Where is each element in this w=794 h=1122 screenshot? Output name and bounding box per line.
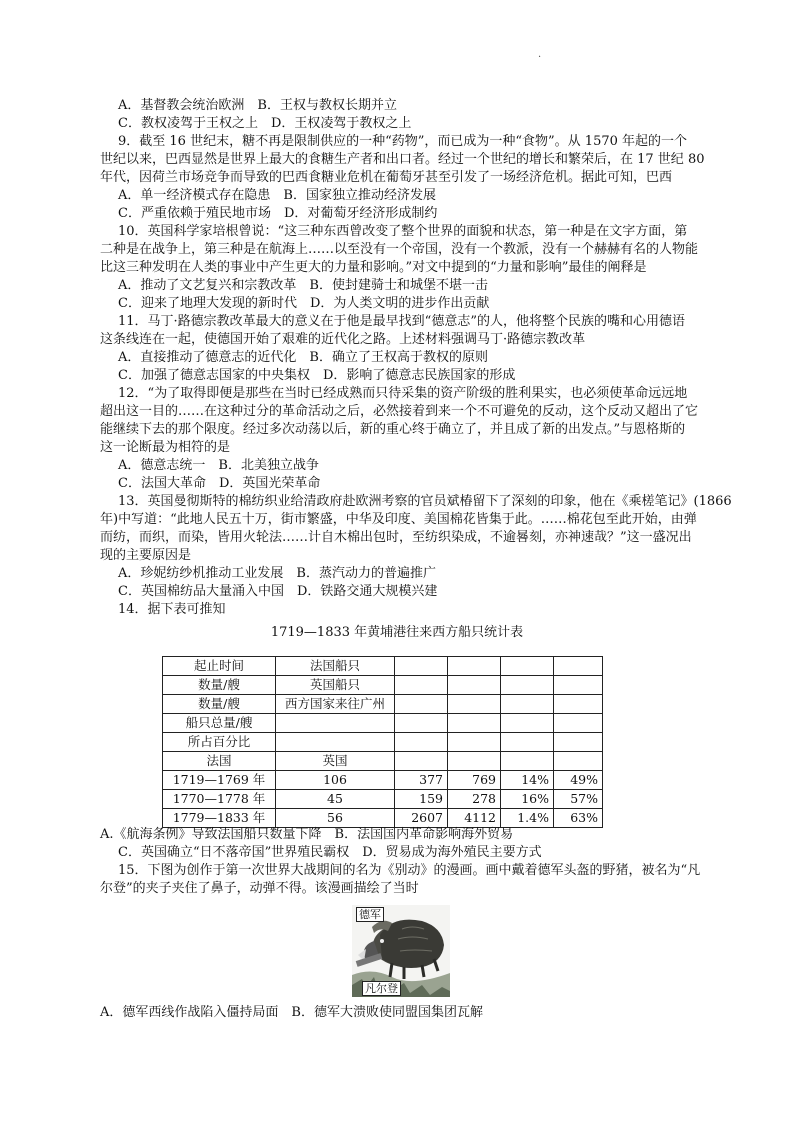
table-cell: 16%	[501, 790, 554, 809]
q11-options-cd: C．加强了德意志国家的中央集权 D．影响了德意志民族国家的形成	[118, 368, 516, 383]
q10-options-ab: A．推动了文艺复兴和宗教改革 B．使封建骑士和城堡不堪一击	[118, 278, 488, 293]
table-cell: 63%	[554, 809, 603, 828]
q9-options-ab: A．单一经济模式存在隐患 B．国家独立推动经济发展	[118, 188, 436, 203]
table-cell: 377	[395, 771, 448, 790]
q13-options-ab: A．珍妮纺纱机推动工业发展 B．蒸汽动力的普遍推广	[118, 566, 436, 581]
q14-stem: 14．据下表可推知	[118, 602, 226, 617]
top-mark: ·	[538, 52, 542, 63]
table-cell	[554, 733, 603, 752]
q12-stem-4: 这一论断最为相符的是	[100, 440, 231, 455]
table-cell	[448, 733, 501, 752]
table-cell	[395, 695, 448, 714]
table-row	[163, 790, 603, 809]
table-cell: 2607	[395, 809, 448, 828]
table-cell	[501, 714, 554, 733]
table-row	[163, 809, 603, 828]
table-cell: 法国船只	[276, 657, 395, 676]
q11-stem-2: 这条线连在一起，使德国开始了艰难的近代化之路。上述材料强调马丁·路德宗教改革	[100, 332, 586, 347]
table-cell	[554, 657, 603, 676]
table-cell: 1.4%	[501, 809, 554, 828]
table-cell	[554, 695, 603, 714]
table-cell: 56	[276, 809, 395, 828]
table-cell	[448, 714, 501, 733]
q9-stem-3: 年代，因荷兰市场竞争而导致的巴西食糖业危机在葡萄牙甚至引发了一场经济危机。据此可知，巴西	[100, 170, 673, 185]
q15-stem-2: 尔登”的夹子夹住了鼻子，动弹不得。该漫画描绘了当时	[100, 881, 419, 896]
table-cell: 起止时间	[163, 657, 276, 676]
table-cell: 所占百分比	[163, 733, 276, 752]
q10-stem-3: 比这三种发明在人类的事业中产生更大的力量和影响。”对文中提到的“力量和影响”最佳的阐释是	[100, 260, 647, 275]
q12-stem-1: 12．“为了取得即便是那些在当时已经成熟而只待采集的资产阶级的胜利果实，也必须使革命远远地	[118, 386, 688, 401]
table-cell	[395, 714, 448, 733]
table-row	[163, 752, 603, 771]
q13-stem-1: 13．英国曼彻斯特的棉纺织业给清政府赴欧洲考察的官员斌椿留下了深刻的印象，他在《乘槎笔记》(1866	[118, 494, 732, 509]
ship-statistics-table	[162, 656, 603, 828]
q8-options-ab: A．基督教会统治欧洲 B．王权与教权长期并立	[118, 98, 397, 113]
table-row	[163, 695, 603, 714]
q9-options-cd: C．严重依赖于殖民地市场 D．对葡萄牙经济形成制约	[118, 206, 438, 221]
table-cell: 45	[276, 790, 395, 809]
table-cell	[554, 676, 603, 695]
table-cell	[395, 676, 448, 695]
table-row	[163, 771, 603, 790]
table-cell: 1779—1833 年	[163, 809, 276, 828]
table-cell	[448, 695, 501, 714]
table-cell: 法国	[163, 752, 276, 771]
table-cell	[395, 752, 448, 771]
table-cell	[276, 733, 395, 752]
table-cell: 船只总量/艘	[163, 714, 276, 733]
table-row	[163, 657, 603, 676]
cartoon-label-verdun: 凡尔登	[362, 981, 401, 996]
q11-stem-1: 11．马丁·路德宗教改革最大的意义在于他是最早找到“德意志”的人，他将整个民族的嘴和心用德语	[118, 314, 685, 329]
q12-stem-3: 能继续下去的那个限度。经过多次动荡以后，新的重心终于确立了，并且成了新的出发点。”与恩格斯的	[100, 422, 686, 437]
table-cell: 278	[448, 790, 501, 809]
q13-stem-2: 年)中写道：“此地人民五十万，街市繁盛，中华及印度、美国棉花皆集于此。……棉花包至此开始，由弹	[100, 512, 697, 527]
table-cell: 英国船只	[276, 676, 395, 695]
q13-stem-4: 现的主要原因是	[100, 548, 192, 563]
q9-stem-2: 世纪以来，巴西显然是世界上最大的食糖生产者和出口者。经过一个世纪的增长和繁荣后，在 17 世纪 80	[100, 152, 705, 167]
table-cell	[501, 676, 554, 695]
table-cell: 49%	[554, 771, 603, 790]
table-cell	[395, 733, 448, 752]
q13-stem-3: 而纺，而织，而染，皆用火轮法……计自木棉出包时，至纺织染成，不逾晷刻，亦神速哉？”这一盛况出	[100, 530, 692, 545]
table-cell	[501, 752, 554, 771]
table-cell: 159	[395, 790, 448, 809]
table-cell: 数量/艘	[163, 676, 276, 695]
q10-stem-2: 二种是在战争上，第三种是在航海上……以至没有一个帝国，没有一个教派，没有一个赫赫有名的人物能	[100, 242, 699, 257]
table-cell	[554, 714, 603, 733]
q14-options-ab: A.《航海条例》导致法国船只数量下降 B．法国国内革命影响海外贸易	[100, 827, 514, 842]
cartoon-illustration	[352, 905, 450, 997]
table-cell	[501, 657, 554, 676]
table-row	[163, 733, 603, 752]
q12-options-cd: C．法国大革命 D．英国光荣革命	[118, 476, 321, 491]
table-cell: 英国	[276, 752, 395, 771]
table-cell	[276, 714, 395, 733]
table-row	[163, 676, 603, 695]
q8-options-cd: C．教权凌驾于王权之上 D．王权凌驾于教权之上	[118, 116, 412, 131]
table-cell: 106	[276, 771, 395, 790]
table-cell: 769	[448, 771, 501, 790]
q15-stem-1: 15．下图为创作于第一次世界大战期间的名为《别动》的漫画。画中戴着德军头盔的野猪，被名为“凡	[118, 863, 701, 878]
table-cell	[501, 695, 554, 714]
table-cell	[395, 657, 448, 676]
table-cell: 57%	[554, 790, 603, 809]
q13-options-cd: C．英国棉纺品大量涌入中国 D．铁路交通大规模兴建	[118, 584, 438, 599]
table-cell: 西方国家来往广州	[276, 695, 395, 714]
table-title: 1719—1833 年黄埔港往来西方船只统计表	[270, 625, 524, 640]
q9-stem-1: 9．截至 16 世纪末，糖不再是限制供应的一种“药物”，而已成为一种“食物”。从 1570 年起的一个	[118, 134, 688, 149]
q11-options-ab: A．直接推动了德意志的近代化 B．确立了王权高于教权的原则	[118, 350, 488, 365]
table-cell: 1719—1769 年	[163, 771, 276, 790]
cartoon-label-german-army: 德军	[356, 907, 384, 922]
q10-options-cd: C．迎来了地理大发现的新时代 D．为人类文明的进步作出贡献	[118, 296, 490, 311]
q12-options-ab: A．德意志统一 B．北美独立战争	[118, 458, 319, 473]
table-cell	[448, 752, 501, 771]
table-cell: 1770—1778 年	[163, 790, 276, 809]
table-cell	[501, 733, 554, 752]
table-cell	[448, 657, 501, 676]
q15-options-ab: A．德军西线作战陷入僵持局面 B．德军大溃败使同盟国集团瓦解	[100, 1005, 483, 1020]
q14-options-cd: C．英国确立“日不落帝国”世界殖民霸权 D．贸易成为海外殖民主要方式	[118, 845, 542, 860]
table-cell	[554, 752, 603, 771]
table-row	[163, 714, 603, 733]
q10-stem-1: 10．英国科学家培根曾说：“这三种东西曾改变了整个世界的面貌和状态，第一种是在文字方面，第	[118, 224, 688, 239]
table-cell: 4112	[448, 809, 501, 828]
table-cell: 14%	[501, 771, 554, 790]
table-cell	[448, 676, 501, 695]
table-cell: 数量/艘	[163, 695, 276, 714]
q12-stem-2: 超出这一目的……在这种过分的革命活动之后，必然接着到来一个不可避免的反动，这个反动又超出了它	[100, 404, 699, 419]
